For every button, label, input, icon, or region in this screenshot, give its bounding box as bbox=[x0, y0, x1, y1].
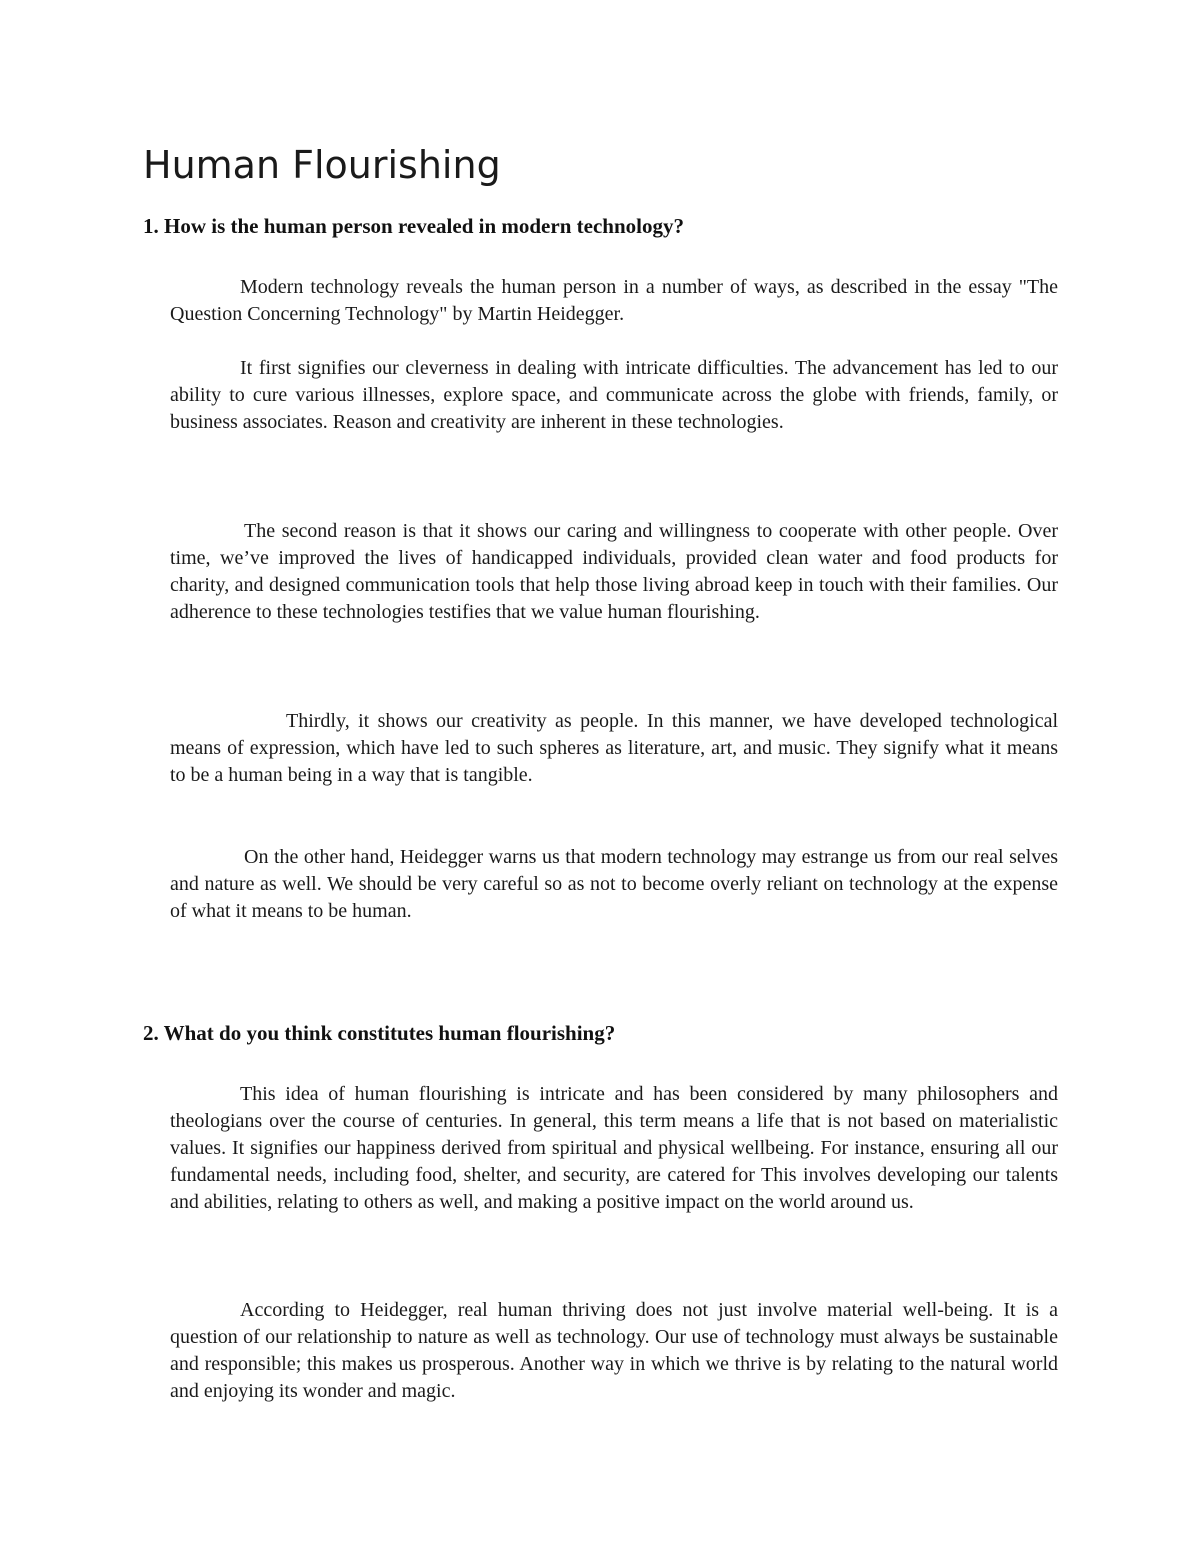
answer-paragraph: It first signifies our cleverness in dealing with intricate difficulties. The advancement has led to our ability to cure various illnesses, explore space, and communicate across the globe with friends, family, or business associates. Reason and creativity are inherent in these technologies. bbox=[170, 357, 1058, 433]
question-heading: 1. How is the human person revealed in modern technology? bbox=[143, 214, 684, 238]
question-heading: 2. What do you think constitutes human flourishing? bbox=[143, 1021, 616, 1045]
answer-paragraph: Modern technology reveals the human person in a number of ways, as described in the essay "The Question Concerning Technology" by Martin Heidegger. bbox=[170, 276, 1058, 325]
answer-paragraph: This idea of human flourishing is intricate and has been considered by many philosophers and theologians over the course of centuries. In general, this term means a life that is not based on materialistic values. It signifies our happiness derived from spiritual and physical wellbeing. For instance, ensuring all our fundamental needs, including food, shelter, and security, are catered for This involves developing our talents and abilities, relating to others as well, and making a positive impact on the world around us. bbox=[170, 1083, 1058, 1213]
answer-paragraph: According to Heidegger, real human thriving does not just involve material well-being. It is a question of our relationship to nature as well as technology. Our use of technology must always be sustainable and responsible; this makes us prosperous. Another way in which we thrive is by relating to the natural world and enjoying its wonder and magic. bbox=[170, 1299, 1058, 1402]
answer-paragraph: Thirdly, it shows our creativity as people. In this manner, we have developed technological means of expression, which have led to such spheres as literature, art, and music. They signify what it means to be a human being in a way that is tangible. bbox=[170, 710, 1058, 786]
answer-paragraph: On the other hand, Heidegger warns us that modern technology may estrange us from our real selves and nature as well. We should be very careful so as not to become overly reliant on technology at the expense of what it means to be human. bbox=[170, 846, 1058, 922]
document-title: Human Flourishing bbox=[143, 143, 501, 187]
answer-paragraph: The second reason is that it shows our caring and willingness to cooperate with other people. Over time, we’ve improved the lives of handicapped individuals, provided clean water and food products for charity, and designed communication tools that help those living abroad keep in touch with their families. Our adherence to these technologies testifies that we value human flourishing. bbox=[170, 520, 1058, 623]
